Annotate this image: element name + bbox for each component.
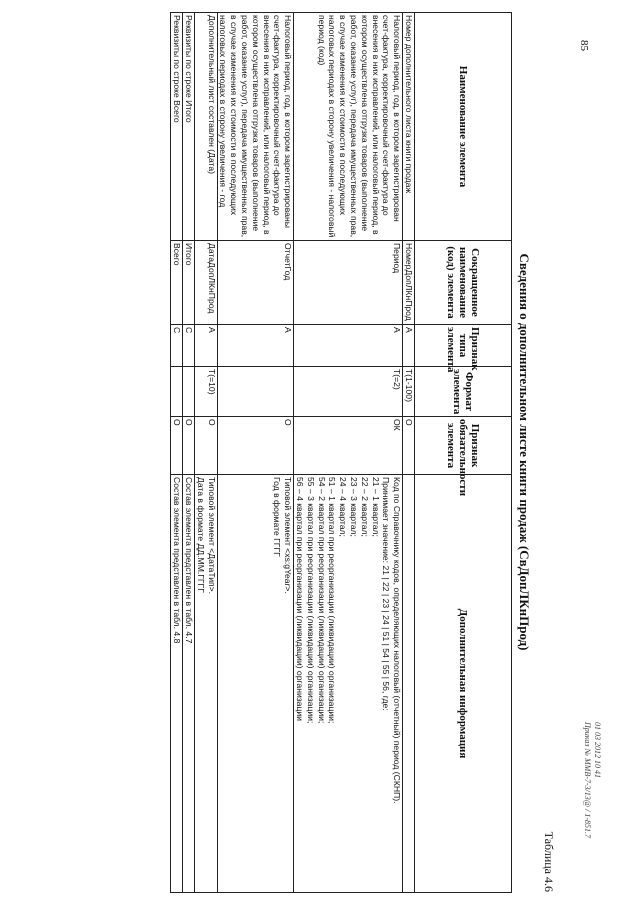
column-header-code: Сокращенное наименование (код) элемента: [415, 241, 512, 325]
cell-name: Реквизиты по строке Всего: [171, 13, 183, 241]
cell-info: Состав элемента представлен в табл. 4.7: [183, 475, 195, 893]
cell-required: О: [171, 417, 183, 475]
registration-stamp: [582, 722, 602, 838]
cell-format: [171, 367, 183, 417]
cell-name: Реквизиты по строке Итого: [183, 13, 195, 241]
cell-name: Налоговый период, год, в котором зарегистрирован счет-фактура, корректировочный счет-фактура до внесения в них исправлений, или налоговый период, в котором осуществлена отгрузка товаров (выполнение работ, оказание услуг), передача имущественных прав, в случае изменения их стоимости в последующих налоговых периодах в сторону увеличения - налоговый период (код): [294, 13, 403, 241]
rotated-page-content: [114, 12, 614, 892]
table-row: [294, 13, 403, 893]
cell-code: Всего: [171, 241, 183, 325]
cell-code: Итого: [183, 241, 195, 325]
cell-info: Код по Справочнику кодов, определяющих налоговый (отчетный) период (СКНП). Принимает значение: 21 | 22 | 23 | 24 | 51 | 54 | 55 | 56, где: 21 – 1 квартал; 22 – 2 квартал; 23 – 3 квартал; 24 – 4 квартал; 51 – 1 квартал при реорганизации (ликвидации) организации; 54 – 2 квартал при реорганизации (ликвидации) организации; 55 – 3 квартал при реорганизации (ликвидации) организации; 56 – 4 квартал при реорганизации (ликвидации) организации: [294, 475, 403, 893]
cell-code: ОтчетГод: [217, 241, 294, 325]
element-spec-table: [170, 12, 512, 893]
table-row: [217, 13, 294, 893]
cell-required: О: [195, 417, 218, 475]
cell-name: Дополнительный лист составлен (Дата): [195, 13, 218, 241]
stamp-line: Приказ № ММВ-7-3/13@ / 1-851.7: [583, 722, 592, 838]
cell-format: T(1-100): [403, 367, 415, 417]
cell-type: А: [195, 325, 218, 367]
cell-type: С: [183, 325, 195, 367]
table-row: [403, 13, 415, 893]
column-header-info: Дополнительная информация: [415, 475, 512, 893]
cell-required: О: [403, 417, 415, 475]
cell-type: С: [171, 325, 183, 367]
column-header-format: Формат элемента: [415, 367, 512, 417]
table-label: Таблица 4.6: [542, 831, 556, 892]
stamp-line: 01 03 2012 10 41: [593, 722, 602, 778]
table-row: [195, 13, 218, 893]
table-row: [183, 13, 195, 893]
page-number: 85: [578, 40, 590, 51]
cell-info: Типовой элемент <ДатаТип>. Дата в формате ДД.ММ.ГГГГ: [195, 475, 218, 893]
cell-required: О: [217, 417, 294, 475]
cell-info: Типовой элемент <xs:gYear>. Год в формате ГГГГ: [217, 475, 294, 893]
cell-format: T(=10): [195, 367, 218, 417]
document-title: Сведения о дополнительном листе книги продаж (СвДопЛКнПрод): [517, 253, 532, 651]
column-header-type: Признак типа элемента: [415, 325, 512, 367]
cell-required: О: [183, 417, 195, 475]
cell-format: T(=2): [294, 367, 403, 417]
cell-info: [403, 475, 415, 893]
column-header-required: Признак обязательности элемента: [415, 417, 512, 475]
cell-type: А: [403, 325, 415, 367]
cell-format: [217, 367, 294, 417]
column-header-name: Наименование элемента: [415, 13, 512, 241]
cell-code: НомерДопЛКнПрод: [403, 241, 415, 325]
cell-name: Номер дополнительного листа книги продаж: [403, 13, 415, 241]
cell-type: А: [217, 325, 294, 367]
cell-required: ОК: [294, 417, 403, 475]
table-row: [171, 13, 183, 893]
cell-code: Период: [294, 241, 403, 325]
cell-type: А: [294, 325, 403, 367]
cell-code: ДатаДопЛКнПрод: [195, 241, 218, 325]
table-header-row: [415, 13, 512, 893]
cell-info: Состав элемента представлен в табл. 4.8: [171, 475, 183, 893]
cell-name: Налоговый период, год, в котором зарегистрированы счет-фактура, корректировочный счет-фактура до внесения в них исправлений, или налоговый период, в котором осуществлена отгрузка товаров (выполнение работ, оказание услуг), передача имущественных прав, в случае изменения их стоимости в последующих налоговых периодах в сторону увеличения - год: [217, 13, 294, 241]
cell-format: [183, 367, 195, 417]
